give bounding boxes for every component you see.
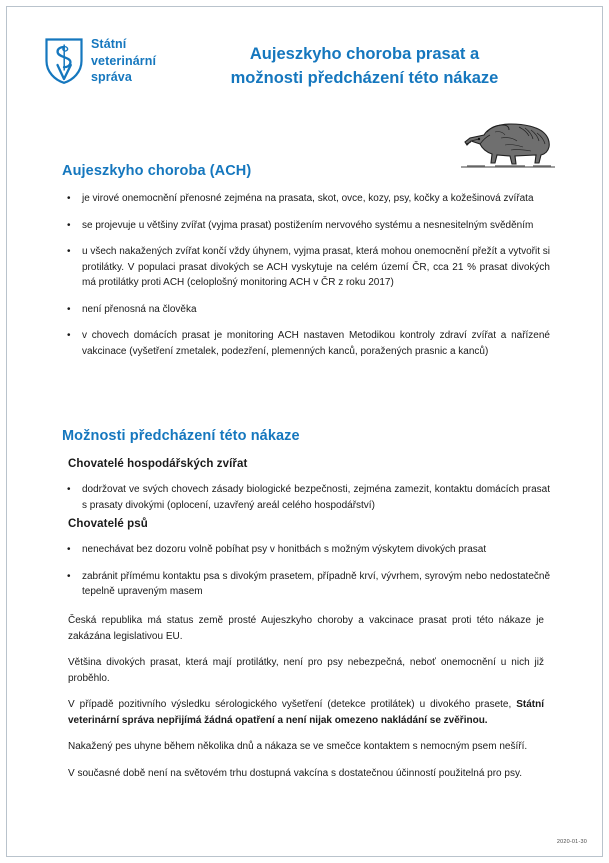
list-item: • nenechávat bez dozoru volně pobíhat psy v honitbách s možným výskytem divokých prasat xyxy=(60,542,550,558)
paragraph xyxy=(68,739,544,755)
list-item: • u všech nakažených zvířat končí vždy úhynem, vyjma prasat, která mohou onemocnění přežít a vytvořit si protilátky. V populaci prasat divokých se ACH vyskytuje na celém území ČR, cca 21 % prasat divokých má protilátky proti ACH (celoplošný monitoring ACH v ČR z roku 2017) xyxy=(60,244,550,291)
livestock-breeders-bullet-list xyxy=(60,482,550,513)
wild-boar-illustration xyxy=(455,118,563,170)
section1-bullet-list xyxy=(60,191,550,359)
logo-line-3: správa xyxy=(91,70,132,85)
dog-owners-bullet-list xyxy=(60,542,550,600)
document-header xyxy=(36,30,557,91)
plain-text: V případě pozitivního výsledku sérologického vyšetření (detekce protilátek) u divokého prasete, xyxy=(68,699,517,710)
logo-line-1: Státní xyxy=(91,37,127,51)
list-item: • není přenosná na člověka xyxy=(60,302,550,318)
emphasis-text: Státní veterinární správa nepřijímá žádná opatření a není nijak omezeno nakládání se zvěřinou. xyxy=(68,699,544,726)
subsection-heading-dog-owners: Chovatelé psů xyxy=(68,518,148,530)
list-item: • se projevuje u většiny zvířat (vyjma prasat) postižením nervového systému a nesnesitelným svěděním xyxy=(60,218,550,234)
plain-text: Většina divokých prasat, která mají protilátky, není pro psy nebezpečná, neboť onemocnění u nich již proběhlo. xyxy=(68,657,544,684)
section-heading-ach: Aujeszkyho choroba (ACH) xyxy=(62,163,252,179)
closing-paragraphs xyxy=(68,613,544,781)
paragraph xyxy=(68,697,544,728)
list-item: • v chovech domácích prasat je monitoring ACH nastaven Metodikou kontroly zdraví zvířat a nařízené vakcinace (vyšetření zmetalek, podezření, plemenných kanců, poražených prasnic a kanců) xyxy=(60,328,550,359)
logo-line-2: veterinární xyxy=(91,53,157,68)
organization-logo xyxy=(44,30,156,86)
plain-text: Nakažený pes uhyne během několika dnů a nákaza se ve smečce kontaktem s nemocným psem nešíří. xyxy=(68,741,528,752)
page-title xyxy=(166,30,557,91)
list-item: • zabránit přímému kontaktu psa s divokým prasetem, případně krví, vývrhem, syrovým nebo nedostatečně tepelně upraveným masem xyxy=(60,569,550,600)
paragraph xyxy=(68,766,544,782)
plain-text: V současné době není na světovém trhu dostupná vakcína s dostatečnou účinností použitelná pro psy. xyxy=(68,767,522,779)
page-title-line-2: možnosti předcházení této nákaze xyxy=(230,68,499,87)
page-title-line-1: Aujeszkyho choroba prasat a xyxy=(249,45,480,63)
organization-name xyxy=(91,36,156,86)
document-date-stamp: 2020-01-30 xyxy=(556,839,587,845)
plain-text: Česká republika má status země prosté Aujeszkyho choroby a vakcinace prasat proti této nákaze je zakázána legislativou EU. xyxy=(68,615,544,642)
list-item: • dodržovat ve svých chovech zásady biologické bezpečnosti, zejména zamezit, kontaktu domácích prasat s prasaty divokými (oplocení, uzavřený areál celého hospodářství) xyxy=(60,482,550,513)
paragraph xyxy=(68,655,544,686)
subsection-heading-livestock-breeders: Chovatelé hospodářských zvířat xyxy=(68,458,248,470)
paragraph xyxy=(68,613,544,644)
svs-shield-logo-icon xyxy=(44,37,84,85)
list-item: • je virové onemocnění přenosné zejména na prasata, skot, ovce, kozy, psy, kočky a kožešinová zvířata xyxy=(60,191,550,207)
section-heading-prevention: Možnosti předcházení této nákaze xyxy=(62,428,300,444)
